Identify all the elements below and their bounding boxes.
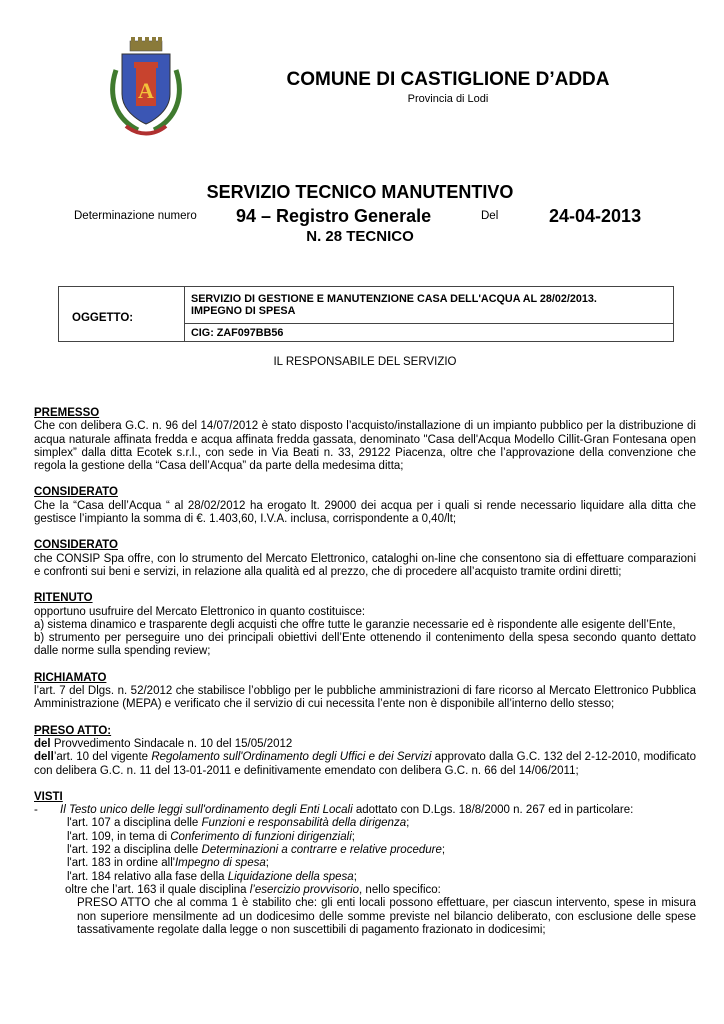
oggetto-divider: [185, 323, 673, 324]
section-title: PREMESSO: [34, 407, 100, 419]
visti-art-192: l'art. 192 a disciplina delle Determinazioni a contrarre e relative procedure;: [67, 844, 446, 857]
section-visti: [34, 791, 696, 937]
section-considerato-1: [34, 486, 696, 526]
determinazione-label: Determinazione numero: [74, 210, 197, 222]
oggetto-box: [58, 286, 674, 342]
oggetto-label: OGGETTO:: [72, 312, 134, 324]
section-ritenuto: [34, 592, 696, 658]
oggetto-label-cell: [59, 287, 185, 341]
visti-testo-unico: - Il Testo unico delle leggi sull'ordinamento degli Enti Locali adottato con D.Lgs. 18/8/2000 n. 267 ed in particolare:: [34, 804, 634, 817]
visti-art-109: l'art. 109, in tema di Conferimento di funzioni dirigenziali;: [67, 830, 355, 843]
oggetto-line1: SERVIZIO DI GESTIONE E MANUTENZIONE CASA DELL'ACQUA AL 28/02/2013.: [191, 293, 597, 305]
visti-art-163: oltre che l’art. 163 il quale disciplina l’esercizio provvisorio, nello specifico:: [65, 883, 441, 896]
section-title: VISTI: [34, 790, 63, 803]
section-title: CONSIDERATO: [34, 486, 118, 499]
list-item-b: b) strumento per perseguire uno dei principali obiettivi dell’Ente ottenendo il contenimento della spesa secondo quanto dettato dalle norme sulla spending review;: [34, 632, 696, 658]
visti-art-184: l'art. 184 relativo alla fase della Liquidazione della spesa;: [67, 870, 357, 883]
preso-atto-line-2: dell’art. 10 del vigente Regolamento sull'Ordinamento degli Uffici e dei Servizi approvato dalla G.C. 132 del 2-12-2010, modificato con delibera G.C. n. 11 del 13-01-2011 e definitivamente emendato con delibera G.C. n. 66 del 14/06/2011;: [34, 751, 696, 777]
section-premesso: [34, 407, 696, 473]
determinazione-date: 24-04-2013: [549, 206, 642, 226]
responsabile-heading: IL RESPONSABILE DEL SERVIZIO: [273, 356, 457, 368]
section-text: l’art. 7 del Dlgs. n. 52/2012 che stabilisce l’obbligo per le pubbliche amministrazioni di fare ricorso al Mercato Elettronico Pubblica Amministrazione (MEPA) e verificato che il servizio di cui necessita l’ente non è disponibile all’interno dello stesso;: [34, 685, 696, 711]
determinazione-numero: 94 – Registro Generale: [236, 206, 432, 226]
provincia-subtitle: Provincia di Lodi: [407, 93, 489, 105]
section-title: CONSIDERATO: [34, 539, 118, 552]
section-richiamato: [34, 672, 696, 712]
document-body: [34, 407, 696, 950]
section-title: PRESO ATTO:: [34, 724, 112, 737]
numero-tecnico: N. 28 TECNICO: [306, 228, 414, 245]
list-item-a: a) sistema dinamico e trasparente degli acquisti che offre tutte le garanzie necessarie ed è rispondente alle esigente dell’Ente,: [34, 618, 676, 631]
section-considerato-2: [34, 539, 696, 579]
visti-art-183: l'art. 183 in ordine all'Impegno di spesa;: [67, 857, 269, 870]
del-label: Del: [481, 210, 499, 222]
oggetto-description: [191, 293, 667, 317]
oggetto-cig: CIG: ZAF097BB56: [191, 327, 284, 339]
section-text: opportuno usufruire del Mercato Elettronico in quanto costituisce:: [34, 605, 366, 618]
oggetto-line2: IMPEGNO DI SPESA: [191, 305, 296, 317]
comune-title: COMUNE DI CASTIGLIONE D’ADDA: [286, 69, 610, 90]
section-text: Che con delibera G.C. n. 96 del 14/07/2012 è stato disposto l’acquisto/installazione di un impianto pubblico per la distribuzione di acqua naturale affinata fredda e acqua affinata fredda gassata, denominato "Casa dell'Acqua Modello Cillit-Gran Fontesana open simplex” dalla ditta Ecotek s.r.l., con sede in Via Beati n. 33, 29122 Piacenza, oltre che l’approvazione della convenzione che regola la gestione della “Casa dell’Acqua” da parte della medesima ditta;: [34, 420, 696, 473]
section-text: Che la “Casa dell’Acqua “ al 28/02/2012 ha erogato lt. 29000 dei acqua per i quali si rende necessario liquidare alla ditta che gestisce l’impianto la somma di €. 1.403,60, I.V.A. inclusa, corrispondente a 0,40/lt;: [34, 499, 696, 526]
section-preso-atto: [34, 725, 696, 778]
crest-letter: A: [138, 78, 154, 103]
section-text: che CONSIP Spa offre, con lo strumento del Mercato Elettronico, cataloghi on-line che consentono sia di effettuare comparazioni e confronti sui beni e servizi, in relazione alla qualità ed al prezzo, che di procedere all’acquisto tramite ordini diretti;: [34, 552, 696, 578]
preso-atto-line-1: del Provvedimento Sindacale n. 10 del 15/05/2012: [34, 737, 293, 750]
visti-art-107: l'art. 107 a disciplina delle Funzioni e responsabilità della dirigenza;: [67, 817, 410, 830]
section-title: RICHIAMATO: [34, 671, 107, 684]
visti-preso-atto-comma: PRESO ATTO che al comma 1 è stabilito che: gli enti locali possono effettuare, per ciascun intervento, spese in misura non superiore mensilmente ad un dodicesimo delle somme previste nel bilancio deliberato, con esclusione delle spese tassativamente regolate dalla legge o non suscettibili di pagamento frazionato in dodicesimi;: [77, 897, 696, 936]
servizio-title: SERVIZIO TECNICO MANUTENTIVO: [206, 182, 514, 202]
section-title: RITENUTO: [34, 592, 93, 605]
municipal-crest-logo: [104, 36, 188, 140]
